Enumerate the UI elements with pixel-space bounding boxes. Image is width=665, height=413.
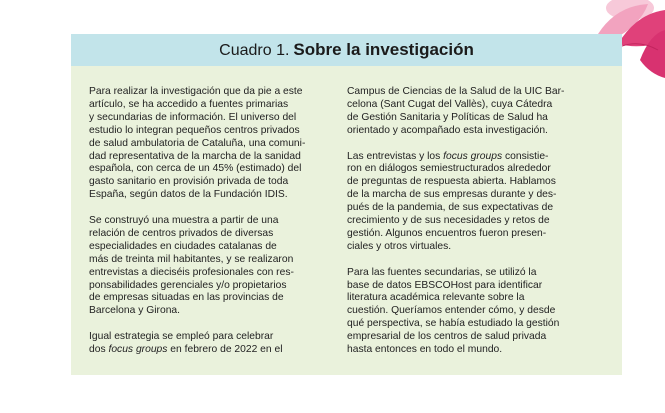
text-line: Para realizar la investigación que da pie a este: [89, 86, 303, 97]
box-title: Sobre la investigación: [293, 40, 474, 59]
left-column: [89, 86, 329, 357]
text-line: cuestión. Queríamos entender cómo, y desde: [347, 305, 556, 317]
text-run: Las entrevistas y los: [347, 150, 444, 162]
text-line: de la marcha de sus empresas durante y des-: [347, 189, 557, 201]
text-line: más de treinta mil habitantes, y se realizaron: [89, 253, 294, 265]
text-run: dos: [89, 344, 109, 356]
paragraph-gap: [347, 138, 605, 151]
paragraph-gap: [347, 254, 605, 267]
paragraph-gap: [89, 202, 329, 215]
text-run: consistie-: [502, 150, 549, 162]
text-run-italic: focus groups: [443, 150, 503, 162]
text-line: España, según datos de la Fundación IDIS.: [89, 189, 288, 201]
box-title-prefix: Cuadro 1.: [219, 42, 290, 59]
text-line: qué perspectiva, se había estudiado la gestión: [347, 318, 560, 330]
text-line: [89, 344, 329, 357]
text-line: Campus de Ciencias de la Salud de la UIC Bar-: [347, 86, 565, 97]
text-line: gestión. Algunos encuentros fueron presen-: [347, 227, 547, 239]
text-line: española, con cerca de un 45% (estimado) del: [89, 163, 302, 175]
text-line: de salud ambulatoria de Cataluña, una comuni-: [89, 137, 306, 149]
right-column: [347, 86, 605, 357]
text-line: ciales y otros virtuales.: [347, 240, 452, 252]
text-line: de preguntas de respuesta abierta. Hablamos: [347, 176, 556, 188]
text-line: artículo, se ha accedido a fuentes primarias: [89, 98, 289, 110]
text-line: orientado y acompañado esta investigación.: [347, 124, 548, 136]
text-line: y secundarias de información. El universo del: [89, 111, 297, 123]
text-line: relación de centros privados de diversas: [89, 227, 274, 239]
text-run: en febrero de 2022 en el: [167, 344, 283, 356]
text-line: ron en diálogos semiestructurados alrededor: [347, 163, 551, 175]
text-line: Se construyó una muestra a partir de una: [89, 215, 279, 227]
text-line: especialidades en ciudades catalanas de: [89, 240, 277, 252]
paragraph-gap: [89, 318, 329, 331]
text-line: Para las fuentes secundarias, se utilizó la: [347, 266, 537, 278]
text-run-italic: focus groups: [108, 344, 168, 356]
info-box: [71, 34, 622, 375]
text-line: [347, 151, 605, 164]
text-line: gasto sanitario en provisión privada de toda: [89, 176, 289, 188]
text-line: Igual estrategia se empleó para celebrar: [89, 331, 274, 343]
text-line: ponsabilidades gerenciales y/o propietarios: [89, 279, 287, 291]
text-line: celona (Sant Cugat del Vallès), cuya Cátedra: [347, 98, 553, 110]
text-line: de empresas situadas en las provincias de: [89, 292, 284, 304]
text-line: estudio lo integran pequeños centros privados: [89, 124, 300, 136]
text-line: hasta entonces en todo el mundo.: [347, 344, 503, 356]
text-line: Barcelona y Girona.: [89, 305, 181, 317]
text-line: literatura académica relevante sobre la: [347, 292, 525, 304]
text-line: empresarial de los centros de salud privada: [347, 331, 547, 343]
text-line: dad representativa de la marcha de la sanidad: [89, 150, 301, 162]
text-line: de Gestión Sanitaria y Políticas de Salud ha: [347, 111, 548, 123]
box-title-bar: [71, 34, 622, 66]
text-line: crecimiento y de sus necesidades y retos de: [347, 215, 550, 227]
text-line: pués de la pandemia, de sus expectativas de: [347, 202, 554, 214]
text-line: base de datos EBSCOHost para identificar: [347, 279, 543, 291]
text-line: entrevistas a dieciséis profesionales con res-: [89, 266, 294, 278]
